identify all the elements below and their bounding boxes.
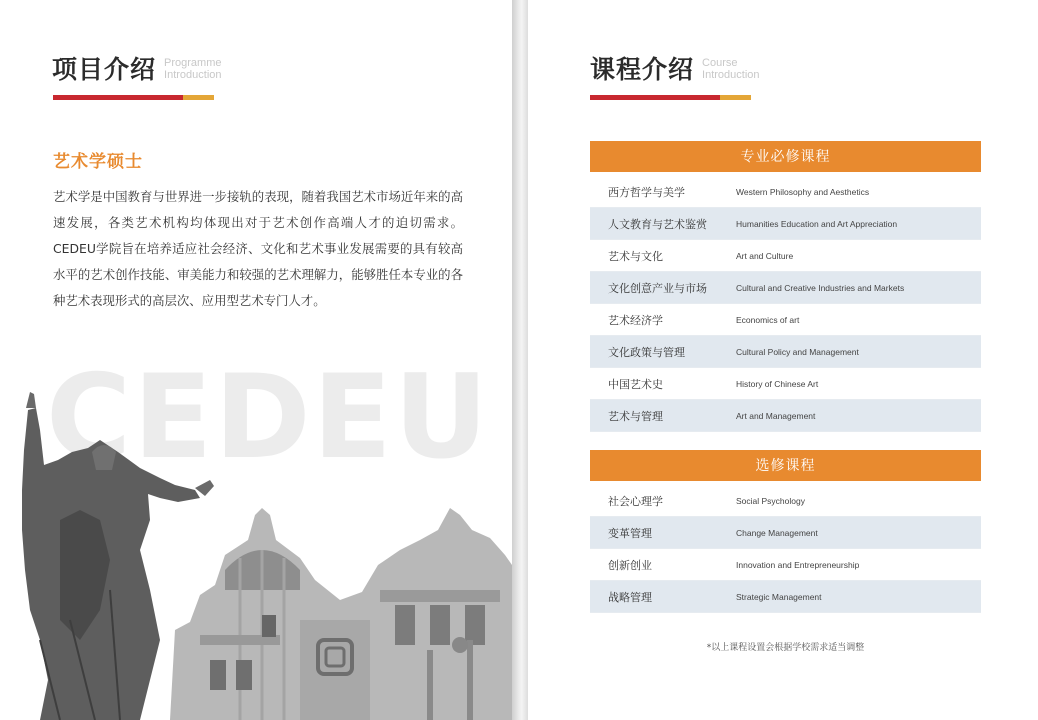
elective-courses-list [590, 485, 981, 613]
underline-gold-bar [720, 95, 751, 100]
section-underline [590, 95, 751, 100]
course-row [590, 517, 981, 549]
course-row [590, 549, 981, 581]
underline-red-bar [53, 95, 183, 100]
course-row [590, 272, 981, 304]
course-name-en: Art and Culture [736, 250, 794, 261]
course-name-en: Humanities Education and Art Appreciation [736, 218, 898, 229]
course-name-en: Art and Management [736, 410, 816, 421]
underline-gold-bar [183, 95, 214, 100]
course-name-en: Strategic Management [736, 591, 822, 602]
program-description: 艺术学是中国教育与世界进一步接轨的表现，随着我国艺术市场近年来的高速发展，各类艺术机构均体现出对于艺术创作高端人才的迫切需求。CEDEU学院旨在培养适应社会经济、文化和艺术事业发展需要的具有较高水平的艺术创作技能、审美能力和较强的艺术理解力，能够胜任本专业的各种艺术表现形式的高层次、应用型艺术专门人才。 [53, 189, 463, 308]
course-name-cn: 西方哲学与美学 [608, 185, 685, 199]
course-name-en: Cultural and Creative Industries and Markets [736, 282, 905, 293]
course-name-cn: 艺术与管理 [608, 409, 663, 423]
program-subtitle: 艺术学硕士 [53, 152, 143, 172]
required-courses-list [590, 176, 981, 432]
course-name-en: Economics of art [736, 314, 800, 325]
course-name-cn: 艺术与文化 [608, 249, 663, 263]
elective-courses-header: 选修课程 [590, 450, 981, 481]
course-name-en: Change Management [736, 527, 818, 538]
section-title-en-line-2: Introduction [164, 69, 222, 81]
required-courses-block [590, 141, 981, 432]
course-name-cn: 社会心理学 [608, 494, 663, 508]
course-name-en: Innovation and Entrepreneurship [736, 559, 860, 570]
course-row [590, 400, 981, 432]
section-title-en-line-1: Programme [164, 57, 222, 69]
section-title-en [702, 57, 759, 82]
course-name-en: Social Psychology [736, 495, 805, 506]
course-row [590, 304, 981, 336]
course-row [590, 581, 981, 613]
course-name-cn: 文化政策与管理 [608, 345, 685, 359]
course-name-cn: 人文教育与艺术鉴赏 [608, 217, 707, 231]
required-courses-header: 专业必修课程 [590, 141, 981, 172]
section-title-en [164, 57, 221, 82]
course-row [590, 208, 981, 240]
course-name-cn: 艺术经济学 [608, 313, 663, 327]
course-name-cn: 中国艺术史 [608, 377, 663, 391]
right-page [528, 0, 1038, 720]
statue-cathedral-photo [0, 390, 512, 720]
course-row [590, 176, 981, 208]
page-gutter [512, 0, 528, 720]
course-footnote: *以上课程设置会根据学校需求适当调整 [706, 643, 865, 653]
course-name-cn: 创新创业 [608, 558, 652, 572]
course-row [590, 485, 981, 517]
elective-courses-block [590, 450, 981, 613]
section-title: 项目介绍 [52, 55, 157, 84]
course-name-cn: 文化创意产业与市场 [608, 281, 707, 295]
left-page [0, 0, 512, 720]
course-row [590, 368, 981, 400]
underline-red-bar [590, 95, 720, 100]
section-heading-programme [52, 57, 222, 82]
section-underline [53, 95, 214, 100]
course-row [590, 336, 981, 368]
section-title: 课程介绍 [590, 55, 695, 84]
course-name-en: Cultural Policy and Management [736, 346, 859, 357]
course-name-en: Western Philosophy and Aesthetics [736, 186, 870, 197]
course-name-cn: 战略管理 [608, 590, 652, 604]
course-name-cn: 变革管理 [608, 526, 652, 540]
course-row [590, 240, 981, 272]
section-title-en-line-2: Introduction [702, 69, 760, 81]
section-heading-course [590, 57, 760, 82]
section-title-en-line-1: Course [702, 57, 738, 69]
course-name-en: History of Chinese Art [736, 378, 819, 389]
